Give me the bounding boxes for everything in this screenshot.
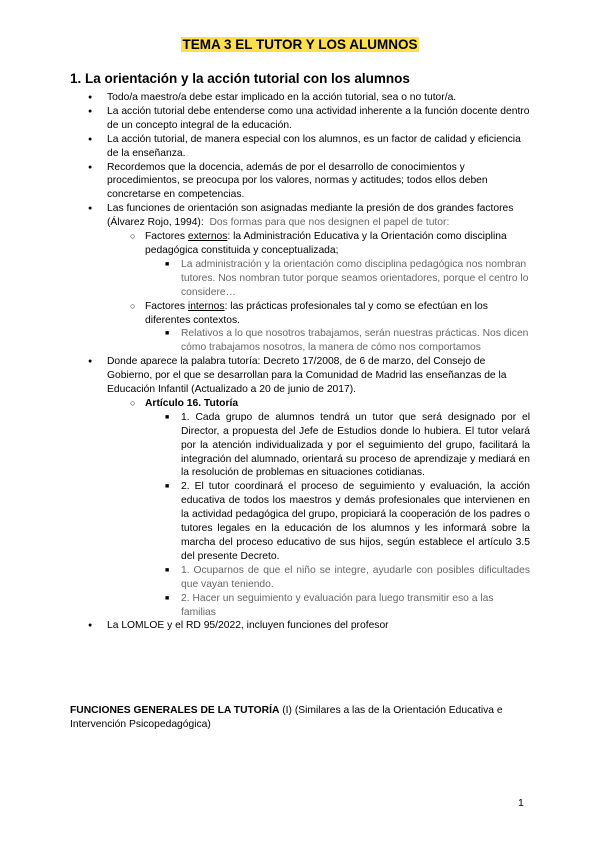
bullet-list [107, 91, 530, 633]
note-external: ■ La administración y la orientación como disciplina pedagógica nos nombran tutores. Nos nombran tutor porque seamos orientadores, porque el centro lo considere… [181, 258, 530, 300]
page-title [0, 37, 600, 52]
note-2: ■ 2. Hacer un seguimiento y evaluación para luego transmitir eso a las familias [181, 592, 530, 620]
article-paragraph-1: ■ 1. Cada grupo de alumnos tendrá un tutor que será designado por el Director, a propuesta del Jefe de Estudios donde lo hubiera. El tutor velará por la atención individualizada y por el seguimiento del grupo, facilitará la integración del alumnado, orientará su proceso de aprendizaje y mediará en la resolución de problemas en situaciones cotidianas. [181, 411, 530, 481]
sub-item-internal [145, 300, 530, 328]
bullet-item: ● La acción tutorial debe entenderse como una actividad inherente a la función docente dentro de un concepto integral de la educación. [107, 105, 530, 133]
page-number: 1 [518, 797, 524, 809]
bullet-text: Las funciones de orientación son asignadas mediante la presión de dos grandes factores (Álvarez Rojo, 1994): [107, 203, 514, 229]
keyword-internos: internos [187, 300, 225, 312]
article-heading: ○ Artículo 16. Tutoría [145, 397, 530, 411]
bullet-item: ● La acción tutorial, de manera especial con los alumnos, es un factor de calidad y eficiencia de la enseñanza. [107, 133, 530, 161]
section-heading-rest: (I) (Similares a las de la Orientación Educativa e Intervención Psicopedagógica) [70, 705, 503, 730]
sub-item-text: : las prácticas profesionales tal y como se efectúan en los diferentes contextos. [145, 300, 488, 326]
section-heading-bold: FUNCIONES GENERALES DE LA TUTORÍA [70, 705, 280, 716]
note-1: ■ 1. Ocuparnos de que el niño se integre, ayudarle con posibles dificultades que vayan teniendo. [181, 564, 530, 592]
bullet-item: ● La LOMLOE y el RD 95/2022, incluyen funciones del profesor [107, 619, 530, 633]
keyword-externos: externos [187, 231, 228, 243]
bullet-note: Dos formas para que nos designen el papel de tutor: [209, 217, 450, 229]
sub-item-prefix: Factores [145, 300, 188, 312]
sub-item-external [145, 230, 530, 258]
bullet-item: ● Recordemos que la docencia, además de por el desarrollo de conocimientos y procedimientos, se preocupa por los valores, normas y actitudes; todos ellos deben concretarse en competencias. [107, 161, 530, 203]
sub-item-prefix: Factores [145, 231, 188, 243]
note-internal: ■ Relativos a lo que nosotros trabajamos, serán nuestras prácticas. Nos dicen cómo trabajamos nosotros, la manera de cómo nos comportamos [181, 327, 530, 355]
title-highlight: TEMA 3 EL TUTOR Y LOS ALUMNOS [182, 37, 418, 52]
bullet-item [107, 202, 530, 230]
bullet-item: ● Donde aparece la palabra tutoría: Decreto 17/2008, de 6 de marzo, del Consejo de Gobierno, por el que se desarrollan para la Comunidad de Madrid las enseñanzas de la Educación Infantil (Actualizado a 20 de junio de 2017). [107, 355, 530, 397]
article-paragraph-2: ■ 2. El tutor coordinará el proceso de seguimiento y evaluación, la acción educativa de todos los maestros y demás profesionales que intervienen en la actividad pedagógica del grupo, propiciará la cooperación de los padres o tutores legales en la educación de los alumnos y les informará sobre la marcha del proceso educativo de sus hijos, según establece el artículo 3.5 del presente Decreto. [181, 480, 530, 563]
sub-item-text: : la Administración Educativa y la Orientación como disciplina pedagógica constituida y conceptualizada; [145, 231, 507, 256]
section-heading: 1. La orientación y la acción tutorial con los alumnos [70, 71, 410, 86]
section-heading-2 [70, 704, 530, 732]
bullet-item: ● Todo/a maestro/a debe estar implicado en la acción tutorial, sea o no tutor/a. [107, 91, 530, 105]
